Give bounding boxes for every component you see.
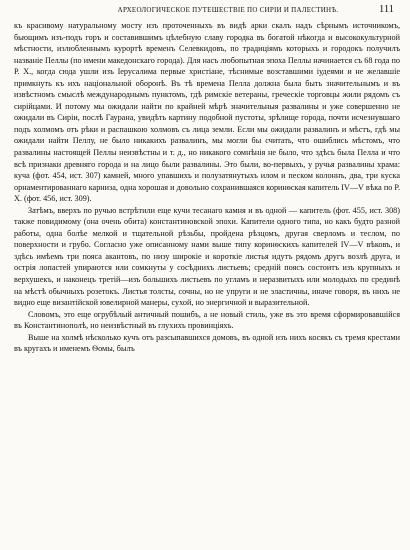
page-header <box>0 3 410 17</box>
paragraph-1: къ красивому натуральному мосту изъ проточенныхъ въ видѣ арки скалъ надъ сѣрнымъ источникомъ, бьющимъ изъ-подъ горъ и составившимъ цѣлебную славу городка въ богатой нѣкогда и высококультурной мѣстности, излюбленнымъ курортѣ временъ Селевкидовъ, по традиціямъ которыхъ и городокъ получилъ названіе Пеллы (по имени македонскаго города). Для насъ любопытная эпоха Пеллы начинается съ 68 года по Р. Х., когда сюда ушли изъ Іерусалима первые христіане, тѣснимые возставшими іудеями и не желавшіе примкнуть къ ихъ національной оборонѣ. Въ тѣ времена Пелла должна была быть значительнымъ и въ извѣстномъ смыслѣ международнымъ пунктомъ, гдѣ римскіе ветераны, греческіе торговцы жили рядомъ съ сирійцами. И потому мы ожидали найти по крайней мѣрѣ значительныя развалины и уже совершенно не ожидали въ Сиріи, послѣ Гаурана, увидѣть картину подобной пустоты, зрѣлище города, почти исчезнувшаго подъ холмомъ отъ рѣки и распашкою холмовъ съ лица земли. Если мы ожидали развалинъ и мѣстъ, гдѣ мы ожидали найти Пеллу, не было никакихъ развалинъ, мы могли бы считать, что ошиблись мѣстомъ, что развалины настоящей Пеллы неизвѣстны и т. д., но никакого сомнѣнія не было, что здѣсь была Пелла и что всѣ признаки древняго города и на лицо были развалины. Это были, во-первыхъ, у ручья развалины храма: куча (фот. 454, ист. 307) камней, много упавшихъ и полузатянутыхъ илом и песком колоннъ, два, три куска орнаментированнаго карниза, одна хорошая и довольно сохранившаяся коринѳская капитель IV—V вѣка по Р. Х. (фот. 456, ист. 309). <box>14 21 400 204</box>
paragraph-3: Словомъ, это еще огрубѣлый античный пошибъ, а не новый стиль, уже въ это время сформировавшійся въ Константинополѣ, но неизвѣстный въ глухихъ провинціяхъ. <box>14 309 400 331</box>
running-title: АРХЕОЛОГИЧЕСКОЕ ПУТЕШЕСТВІЕ ПО СИРІИ И ПАЛЕСТИНѢ. <box>117 6 339 14</box>
paragraph-4: Выше на холмѣ нѣсколько кучъ отъ разсыпавшихся домовъ, въ одной изъ нихъ косякъ съ тремя крестами въ кругахъ и именемъ Ѳомы, былъ <box>14 332 400 354</box>
page-number: 111 <box>379 4 394 15</box>
paragraph-2: Затѣмъ, вверхъ по ручью встрѣтили еще кучи тесанаго камня и въ одной — капитель (фот. 455, ист. 308) также повидимому (она очень обита) константиновской эпохи. Капители одного типа, но какъ будто разной работы, одна болѣе мелкой и тщательной рѣзьбы, пройдена рѣзцомъ, другая сверломъ и теслом, по поверхности и грубо. Согласно уже описанному нами выше типу коринѳскихъ капителей IV—V вѣковъ, и здѣсь имѣемъ три пояса акантовъ, по низу широкіе и короткіе листья идутъ рядомъ другъ возлѣ друга, и острія лопастей упираются или сомкнуты у сосѣднихъ листьевъ; средній поясъ состоитъ изъ крупныхъ и верхушекъ, и наконецъ третій—изъ большихъ листьевъ по угламъ и неразвитыхъ или молодыхъ по срединѣ на мѣстѣ обычныхъ розетокъ. Листья толсты, сочны, но не упруги и не эластичны, иначе говоря, въ нихъ не видно еще византійской ювелирной манеры, сухой, но энергичной и выразительной. <box>14 205 400 308</box>
body-text <box>14 20 400 355</box>
